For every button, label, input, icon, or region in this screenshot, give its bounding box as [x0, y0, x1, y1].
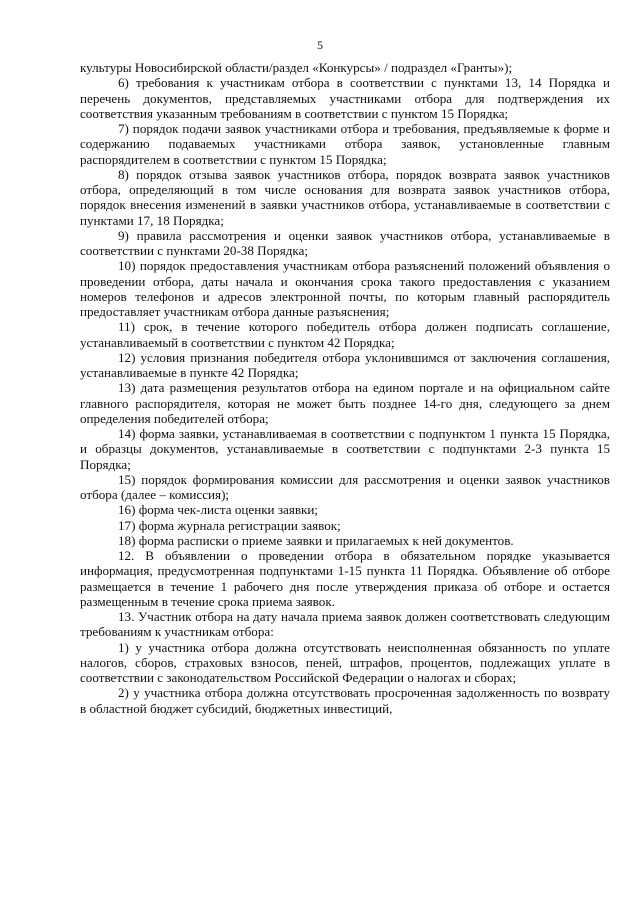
paragraph-item-16: 16) форма чек-листа оценки заявки;	[118, 502, 319, 518]
paragraph-item-13: 13) дата размещения результатов отбора на едином портале и на официальном сайте главного распорядителя, которая не может быть позднее 14-го дня, следующего за днем определения победителей отбора;	[80, 380, 610, 426]
paragraph-requirement-1: 1) у участника отбора должна отсутствовать неисполненная обязанность по уплате налогов, сборов, страховых взносов, пеней, штрафов, процентов, подлежащих уплате в соответствии с законодательством Российской Федерации о налогах и сборах;	[80, 639, 610, 685]
paragraph-item-15: 15) порядок формирования комиссии для рассмотрения и оценки заявок участников отбора (далее – комиссия);	[80, 471, 610, 502]
document-body	[80, 60, 610, 716]
paragraph-clause-12: 12. В объявлении о проведении отбора в обязательном порядке указывается информация, предусмотренная подпунктами 1-15 пункта 11 Порядка. Объявление об отборе размещается в течение 1 рабочего дня после утверждения приказа об отборе и остается размещенным в течение срока приема заявок.	[80, 548, 610, 609]
paragraph-requirement-2: 2) у участника отбора должна отсутствовать просроченная задолженность по возврату в областной бюджет субсидий, бюджетных инвестиций,	[80, 685, 610, 716]
page-number: 5	[317, 38, 323, 52]
paragraph-item-14: 14) форма заявки, устанавливаемая в соответствии с подпунктом 1 пункта 15 Порядка, и образцы документов, устанавливаемые в соответствии с подпунктами 2-3 пункта 15 Порядка;	[80, 426, 610, 472]
paragraph-item-10: 10) порядок предоставления участникам отбора разъяснений положений объявления о проведении отбора, даты начала и окончания срока такого предоставления с указанием номеров телефонов и адресов электронной почты, по которым главный распорядитель предоставляет участникам отбора данные разъяснения;	[80, 258, 610, 319]
paragraph-clause-13: 13. Участник отбора на дату начала приема заявок должен соответствовать следующим требованиям к участникам отбора:	[80, 609, 610, 640]
paragraph-item-6: 6) требования к участникам отбора в соответствии с пунктами 13, 14 Порядка и перечень документов, представляемых участниками отбора для подтверждения их соответствия указанным требованиям в соответствии с пунктом 15 Порядка;	[80, 75, 610, 121]
paragraph-continuation: культуры Новосибирской области/раздел «Конкурсы» / подраздел «Гранты»);	[80, 60, 513, 75]
paragraph-item-7: 7) порядок подачи заявок участниками отбора и требования, предъявляемые к форме и содержанию подаваемых участниками отбора заявок, установленные главным распорядителем в соответствии с пунктом 15 Порядка;	[80, 121, 610, 167]
paragraph-item-12: 12) условия признания победителя отбора уклонившимся от заключения соглашения, устанавливаемые в пункте 42 Порядка;	[80, 349, 610, 380]
paragraph-item-9: 9) правила рассмотрения и оценки заявок участников отбора, устанавливаемые в соответствии с пунктами 20-38 Порядка;	[80, 227, 610, 258]
paragraph-item-8: 8) порядок отзыва заявок участников отбора, порядок возврата заявок участников отбора, определяющий в том числе основания для возврата заявок участников отбора, порядок внесения изменений в заявки участников отбора, устанавливаемые в соответствии с пунктами 17, 18 Порядка;	[80, 166, 610, 228]
paragraph-item-18: 18) форма расписки о приеме заявки и прилагаемых к ней документов.	[118, 532, 514, 548]
paragraph-item-17: 17) форма журнала регистрации заявок;	[118, 517, 341, 533]
paragraph-item-11: 11) срок, в течение которого победитель отбора должен подписать соглашение, устанавливаемый в соответствии с пунктом 42 Порядка;	[80, 319, 610, 350]
